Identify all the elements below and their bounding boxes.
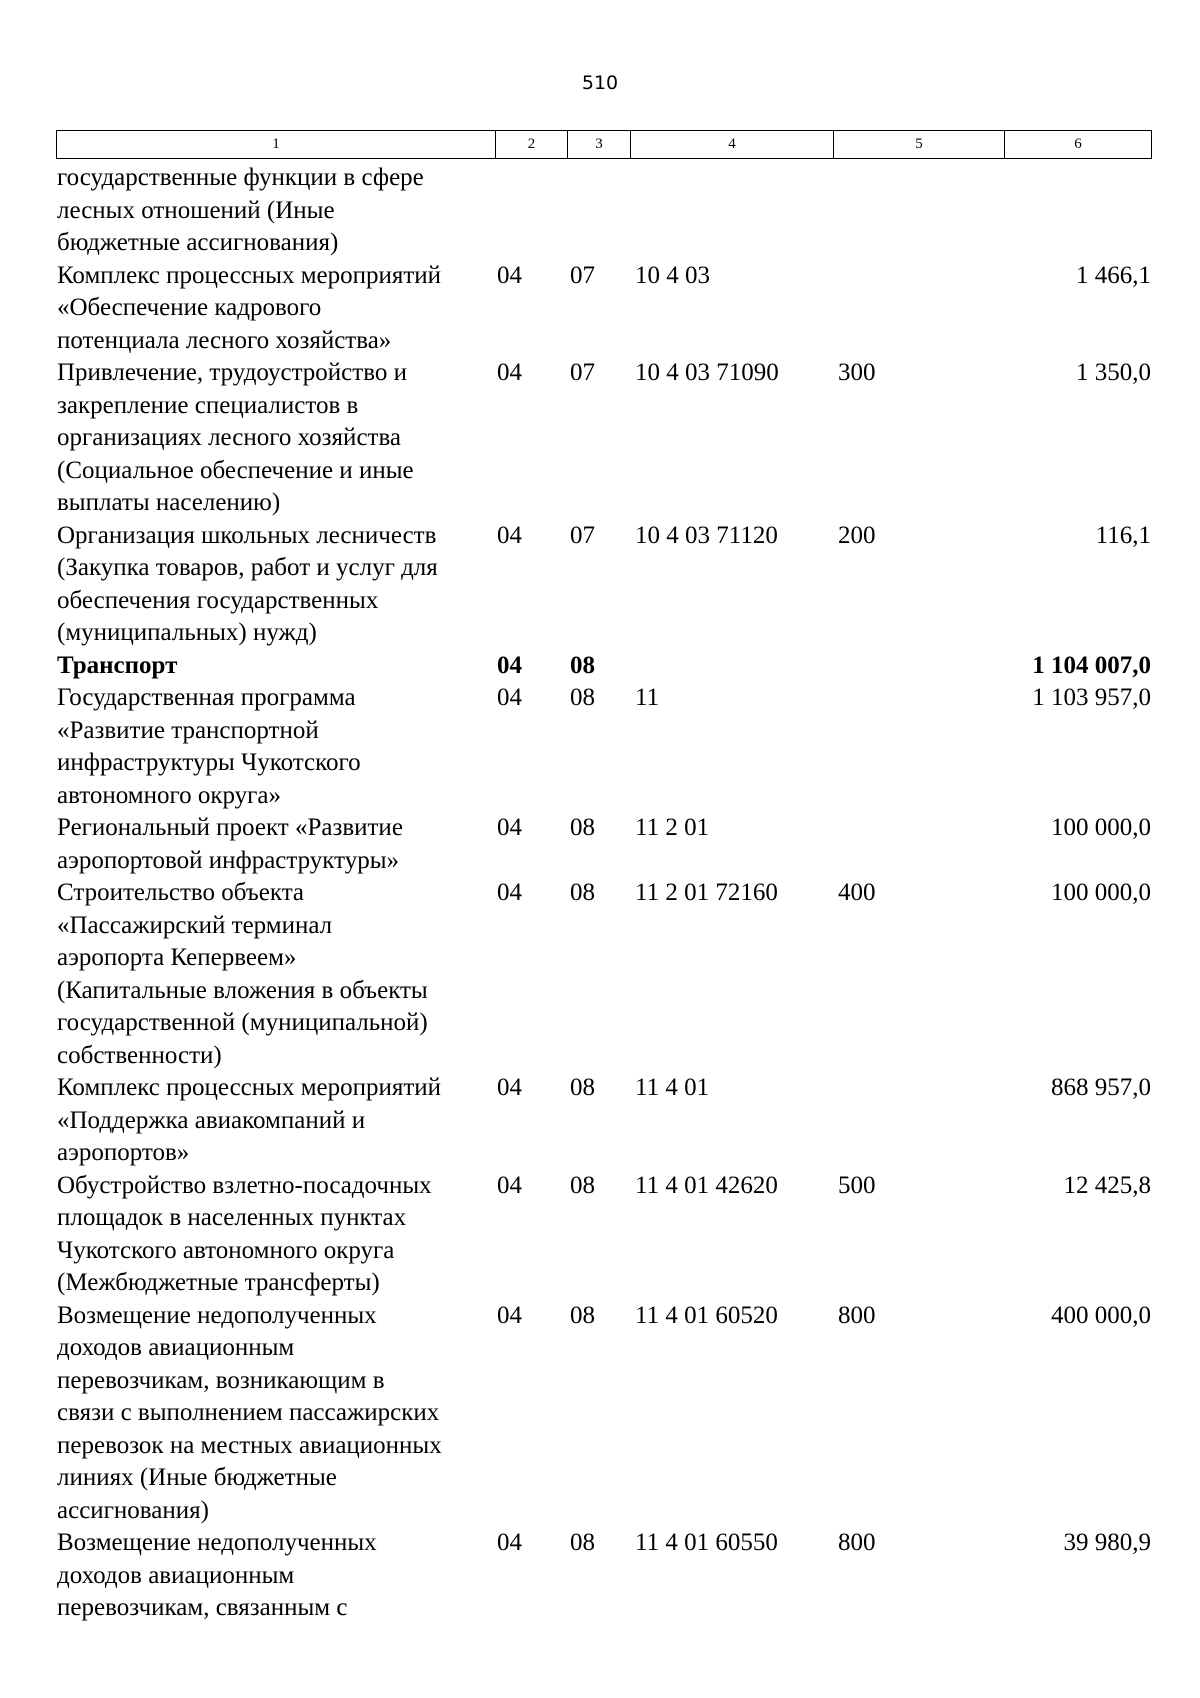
subsection-code-cell: 08 xyxy=(570,651,595,679)
row-name-cell: Обустройство взлетно-посадочных площадок в населенных пунктах Чукотского автономного округа (Межбюджетные трансферты) xyxy=(57,1171,432,1296)
column-header-2: 2 xyxy=(496,131,568,159)
target-article-cell: 11 4 01 60520 xyxy=(635,1301,778,1329)
table-row xyxy=(57,260,1151,358)
expense-type-cell: 300 xyxy=(838,359,876,386)
section-code-cell: 04 xyxy=(497,1529,522,1556)
table-row xyxy=(57,877,1151,1072)
subsection-code-cell: 07 xyxy=(570,521,595,549)
table-row xyxy=(57,650,1151,683)
amount-cell: 100 000,0 xyxy=(1051,814,1151,841)
target-article-cell: 11 4 01 60550 xyxy=(635,1529,778,1556)
target-article-cell: 11 2 01 72160 xyxy=(635,879,778,906)
target-article-cell: 10 4 03 71120 xyxy=(635,521,778,549)
amount-cell: 1 466,1 xyxy=(1076,261,1151,289)
subsection-code-cell: 08 xyxy=(570,814,595,841)
amount-cell: 1 350,0 xyxy=(1076,359,1151,386)
budget-table-body xyxy=(57,162,1151,1625)
amount-cell: 868 957,0 xyxy=(1051,1074,1151,1101)
target-article-cell: 10 4 03 71090 xyxy=(635,359,779,386)
target-article-cell: 11 2 01 xyxy=(635,814,710,841)
column-header-3: 3 xyxy=(568,131,631,159)
table-row xyxy=(57,162,1151,260)
section-code-cell: 04 xyxy=(497,1301,522,1329)
subsection-code-cell: 08 xyxy=(570,1301,595,1329)
expense-type-cell: 800 xyxy=(838,1301,876,1329)
table-row xyxy=(57,520,1151,650)
column-header-5: 5 xyxy=(834,131,1005,159)
section-code-cell: 04 xyxy=(497,359,522,386)
amount-cell: 1 103 957,0 xyxy=(1032,684,1151,711)
section-code-cell: 04 xyxy=(497,1074,522,1101)
section-code-cell: 04 xyxy=(497,521,522,549)
subsection-code-cell: 07 xyxy=(570,261,595,289)
row-name-cell: Региональный проект «Развитие аэропортовой инфраструктуры» xyxy=(57,814,403,874)
row-name-cell: Государственная программа «Развитие транспортной инфраструктуры Чукотского автономного округа» xyxy=(57,684,361,809)
table-row xyxy=(57,682,1151,812)
row-name-cell: Организация школьных лесничеств (Закупка товаров, работ и услуг для обеспечения государственных (муниципальных) нужд) xyxy=(57,521,438,646)
table-row xyxy=(57,812,1151,877)
target-article-cell: 11 xyxy=(635,684,660,711)
column-header-table xyxy=(56,130,1152,159)
amount-cell: 116,1 xyxy=(1095,521,1151,549)
table-row xyxy=(57,1072,1151,1170)
table-row xyxy=(57,1170,1151,1300)
target-article-cell: 11 4 01 42620 xyxy=(635,1171,778,1199)
subsection-code-cell: 07 xyxy=(570,359,595,386)
subsection-code-cell: 08 xyxy=(570,1074,595,1101)
table-row xyxy=(57,1300,1151,1528)
column-header-1: 1 xyxy=(57,131,496,159)
section-code-cell: 04 xyxy=(497,1171,522,1199)
column-header-4: 4 xyxy=(631,131,834,159)
target-article-cell: 11 4 01 xyxy=(635,1074,710,1101)
section-code-cell: 04 xyxy=(497,879,522,906)
row-name-cell: Комплекс процессных мероприятий «Поддержка авиакомпаний и аэропортов» xyxy=(57,1074,442,1166)
section-code-cell: 04 xyxy=(497,651,522,679)
row-name-cell: Строительство объекта «Пассажирский терминал аэропорта Кепервеем» (Капитальные вложения в объекты государственной (муниципальной) собственности) xyxy=(57,879,428,1069)
section-code-cell: 04 xyxy=(497,261,522,289)
column-header-6: 6 xyxy=(1005,131,1152,159)
amount-cell: 39 980,9 xyxy=(1063,1529,1151,1556)
amount-cell: 400 000,0 xyxy=(1051,1301,1151,1329)
expense-type-cell: 800 xyxy=(838,1529,876,1556)
amount-cell: 100 000,0 xyxy=(1051,879,1151,906)
subsection-code-cell: 08 xyxy=(570,879,595,906)
row-name-cell: Транспорт xyxy=(57,651,178,679)
table-row xyxy=(57,357,1151,520)
subsection-code-cell: 08 xyxy=(570,1171,595,1199)
column-header-row xyxy=(57,131,1152,159)
subsection-code-cell: 08 xyxy=(570,684,595,711)
subsection-code-cell: 08 xyxy=(570,1529,595,1556)
page-number: 510 xyxy=(581,72,619,94)
expense-type-cell: 200 xyxy=(838,521,876,549)
target-article-cell: 10 4 03 xyxy=(635,261,710,289)
row-name-cell: Комплекс процессных мероприятий «Обеспечение кадрового потенциала лесного хозяйства» xyxy=(57,261,442,354)
row-name-cell: Возмещение недополученных доходов авиационным перевозчикам, возникающим в связи с выполнением пассажирских перевозок на местных авиационных линиях (Иные бюджетные ассигнования) xyxy=(57,1301,442,1524)
amount-cell: 12 425,8 xyxy=(1063,1171,1151,1199)
section-code-cell: 04 xyxy=(497,814,522,841)
expense-type-cell: 500 xyxy=(838,1171,876,1199)
section-code-cell: 04 xyxy=(497,684,522,711)
expense-type-cell: 400 xyxy=(838,879,876,906)
row-name-cell: Привлечение, трудоустройство и закрепление специалистов в организациях лесного хозяйства (Социальное обеспечение и иные выплаты населению) xyxy=(57,359,414,516)
row-name-cell: Возмещение недополученных доходов авиационным перевозчикам, связанным с xyxy=(57,1529,377,1621)
row-name-cell: государственные функции в сфере лесных отношений (Иные бюджетные ассигнования) xyxy=(57,164,424,256)
table-row xyxy=(57,1527,1151,1625)
amount-cell: 1 104 007,0 xyxy=(1032,651,1151,679)
